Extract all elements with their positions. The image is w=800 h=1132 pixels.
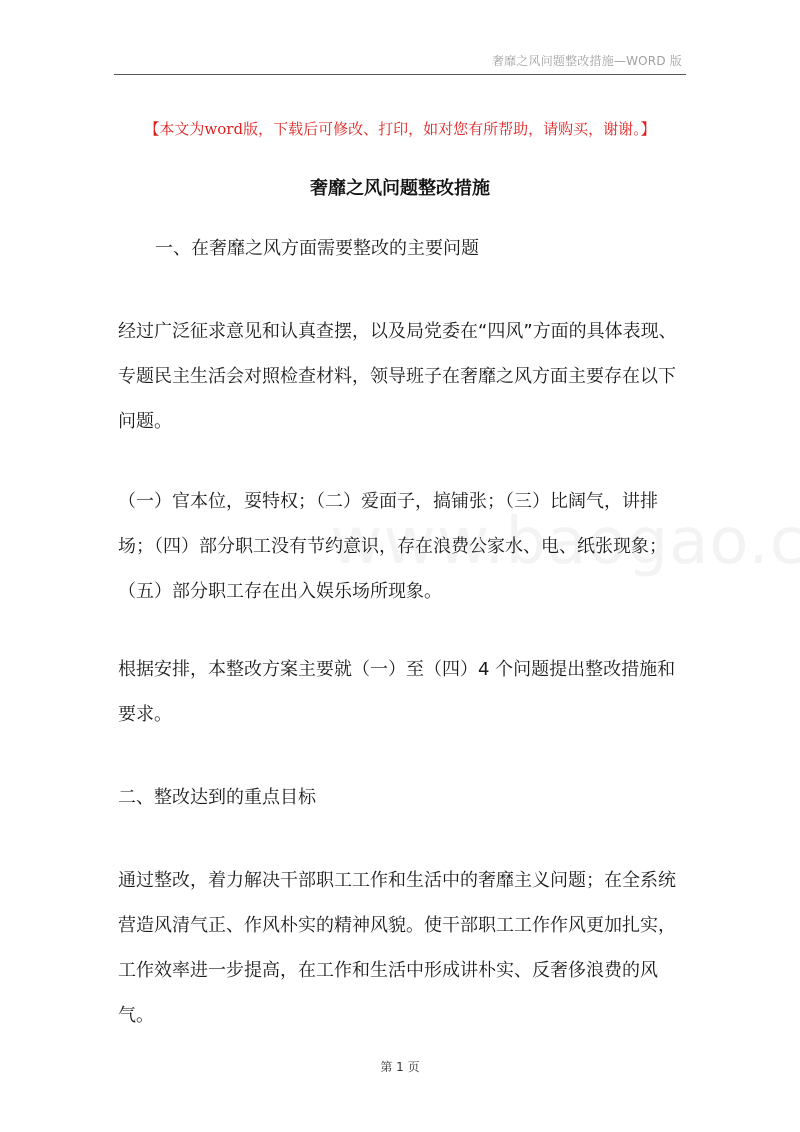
page-number: 第 1 页 [380, 1060, 420, 1074]
running-header: 奢靡之风问题整改措施—WORD 版 [491, 54, 682, 68]
paragraph-problems-intro: 经过广泛征求意见和认真查摆，以及局党委在“四风”方面的具体表现、专题民主生活会对照检查材料，领导班子在奢靡之风方面主要存在以下问题。 [118, 321, 677, 432]
section-heading-1: 一、在奢靡之风方面需要整改的主要问题 [155, 238, 479, 259]
paragraph-goals: 通过整改，着力解决干部职工工作和生活中的奢靡主义问题；在全系统营造风清气正、作风朴实的精神风貌。使干部职工工作作风更加扎实，工作效率进一步提高，在工作和生活中形成讲朴实、反奢侈浪费的风气。 [118, 870, 676, 1026]
header-divider [114, 74, 686, 75]
paragraph-scope: 根据安排，本整改方案主要就（一）至（四）4 个问题提出整改措施和要求。 [118, 659, 676, 725]
document-title: 奢靡之风问题整改措施 [310, 178, 490, 199]
watermark [330, 505, 800, 579]
section-heading-2: 二、整改达到的重点目标 [118, 787, 316, 808]
purchase-notice: 【本文为word版，下载后可修改、打印，如对您有所帮助，请购买，谢谢。】 [144, 120, 656, 138]
paragraph-problems-list: （一）官本位，耍特权；（二）爱面子，搞铺张；（三）比阔气，讲排场；（四）部分职工没有节约意识，存在浪费公家水、电、纸张现象；（五）部分职工存在出入娱乐场所现象。 [118, 491, 667, 602]
